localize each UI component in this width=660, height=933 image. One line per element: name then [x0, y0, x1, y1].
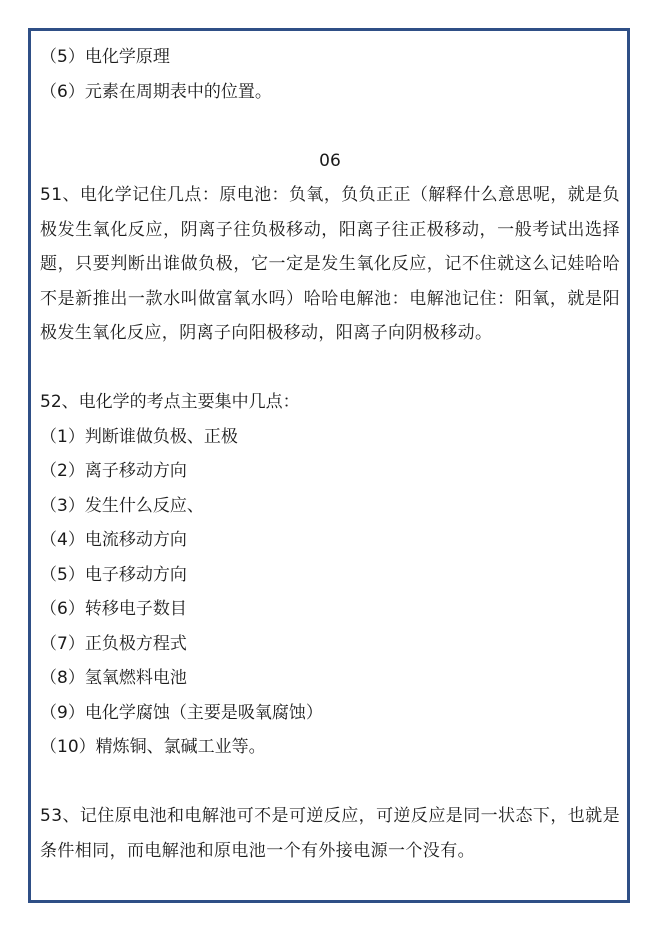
section-number: 06	[319, 150, 341, 171]
paragraph-53: 53、记住原电池和电解池可不是可逆反应，可逆反应是同一状态下，也就是条件相同，而电解池和原电池一个有外接电源一个没有。	[40, 806, 620, 861]
document-content	[40, 40, 620, 868]
paragraph-51: 51、电化学记住几点：原电池：负氧，负负正正（解释什么意思呢，就是负极发生氧化反应，阴离子往负极移动，阳离子往正极移动，一般考试出选择题，只要判断出谁做负极，它一定是发生氧化反应，记不住就这么记娃哈哈不是新推出一款水叫做富氧水吗）哈哈电解池：电解池记住：阳氧，就是阳极发生氧化反应，阴离子向阳极移动，阳离子向阴极移动。	[40, 185, 620, 343]
spacer	[40, 351, 620, 386]
list-item: （3）发生什么反应、	[40, 495, 204, 516]
list-item: （4）电流移动方向	[40, 530, 187, 550]
list-item: （10）精炼铜、氯碱工业等。	[40, 737, 266, 757]
list-item: （7）正负极方程式	[40, 633, 187, 654]
spacer	[40, 109, 620, 144]
list-item: （8）氢氧燃料电池	[40, 668, 187, 688]
list-item: （6）元素在周期表中的位置。	[40, 81, 272, 102]
list-item: （6）转移电子数目	[40, 599, 187, 619]
list-item: （9）电化学腐蚀（主要是吸氧腐蚀）	[40, 702, 323, 723]
list-item: （5）电化学原理	[40, 47, 170, 67]
list-item: （2）离子移动方向	[40, 461, 187, 481]
list-item: （5）电子移动方向	[40, 564, 187, 585]
paragraph-52-title: 52、电化学的考点主要集中几点：	[40, 392, 300, 412]
list-item: （1）判断谁做负极、正极	[40, 426, 238, 447]
spacer	[40, 765, 620, 800]
